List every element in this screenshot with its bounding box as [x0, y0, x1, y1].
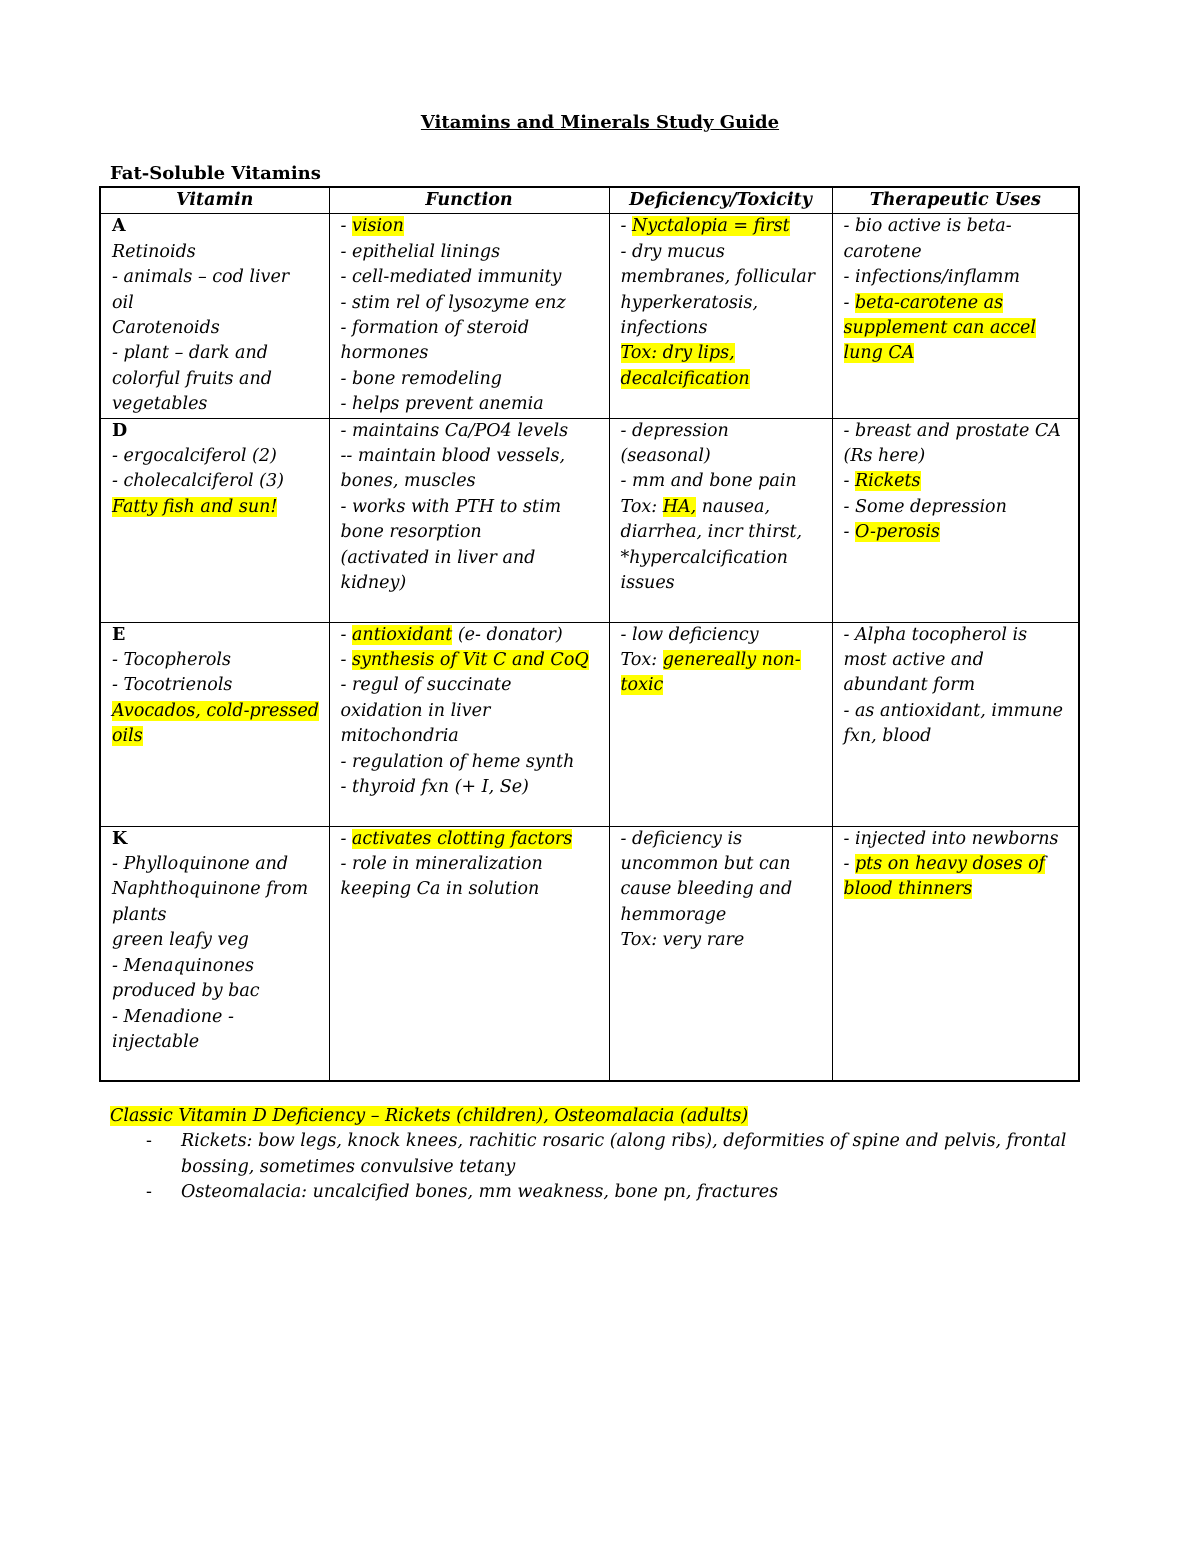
cell-line: plants	[112, 904, 167, 925]
highlighted-text: vision	[351, 216, 404, 237]
vitamin-k-deficiency	[609, 826, 832, 1081]
cell-line: - bone remodeling	[340, 368, 502, 389]
bullet-text: Osteomalacia: uncalcified bones, mm weakness, bone pn, fractures	[181, 1182, 779, 1203]
highlighted-text: antioxidant	[351, 624, 453, 645]
cell-line: - Menadione -	[112, 1006, 234, 1027]
cell-line: - dry mucus	[620, 241, 725, 262]
cell-line	[341, 827, 601, 852]
cell-line: - epithelial linings	[340, 241, 501, 262]
highlighted-text: Fatty fish and sun!	[112, 496, 278, 517]
cell-line: Carotenoids	[112, 318, 220, 339]
cell-line: - infections/inflamm	[843, 267, 1020, 288]
highlighted-text: O-perosis	[854, 522, 940, 543]
vitamin-e-cell	[100, 622, 329, 826]
vitamin-a-therapeutic	[832, 214, 1079, 418]
line-suffix: nausea,	[696, 496, 771, 517]
highlighted-text: lung CA	[843, 343, 915, 364]
cell-line	[844, 877, 1071, 902]
vitamin-letter: K	[112, 828, 128, 849]
cell-line: colorful fruits and	[112, 368, 272, 389]
highlighted-text: synthesis of Vit C and CoQ	[351, 650, 589, 671]
cell-line: most active and	[843, 650, 984, 671]
vitamin-d-function	[329, 418, 609, 622]
cell-line: Retinoids	[112, 241, 196, 262]
list-item	[110, 1129, 1090, 1180]
highlighted-text: supplement can accel	[843, 318, 1036, 339]
bullet-dash: -	[146, 1182, 152, 1203]
vitamin-k-therapeutic	[832, 826, 1079, 1081]
highlighted-text: oils	[112, 726, 143, 747]
vitamin-e-therapeutic	[832, 622, 1079, 826]
cell-line: - regul of succinate	[340, 675, 512, 696]
table-row	[100, 622, 1079, 826]
highlighted-text: blood thinners	[843, 879, 973, 900]
cell-line: mitochondria	[340, 726, 459, 747]
cell-line: - Menaquinones	[112, 955, 254, 976]
highlighted-text: HA,	[662, 496, 697, 517]
header-therapeutic-uses: Therapeutic Uses	[832, 187, 1079, 214]
cell-line: -- maintain blood vessels,	[340, 446, 566, 467]
cell-line: - animals – cod liver	[112, 267, 290, 288]
vitamin-e-function	[329, 622, 609, 826]
cell-line	[844, 341, 1071, 366]
line-prefix: -	[340, 624, 352, 645]
cell-line	[341, 648, 601, 673]
cell-line: - regulation of heme synth	[340, 751, 575, 772]
cell-line	[621, 341, 824, 366]
highlighted-text: activates clotting factors	[351, 828, 573, 849]
table-row	[100, 214, 1079, 418]
highlighted-text: Avocados, cold-pressed	[112, 700, 319, 721]
cell-line: keeping Ca in solution	[340, 879, 540, 900]
cell-line: - Tocotrienols	[112, 675, 233, 696]
vitamin-a-cell	[100, 214, 329, 418]
cell-line: - plant – dark and	[112, 343, 268, 364]
highlighted-text: Tox: dry lips,	[620, 343, 735, 364]
highlighted-text: Rickets	[854, 471, 921, 492]
cell-line: oil	[112, 292, 134, 313]
cell-line: bone resorption	[340, 522, 482, 543]
cell-line: *hypercalcification	[620, 547, 788, 568]
highlighted-text: pts on heavy doses of	[854, 854, 1046, 875]
section-heading: Fat-Soluble Vitamins	[110, 163, 321, 184]
list-item	[110, 1180, 1090, 1205]
cell-line: fxn, blood	[843, 726, 932, 747]
cell-line: injectable	[112, 1031, 200, 1052]
line-prefix: Tox:	[620, 496, 663, 517]
line-prefix: -	[843, 522, 855, 543]
cell-line	[341, 214, 601, 239]
cell-line: (seasonal)	[620, 446, 711, 467]
cell-line	[112, 495, 321, 520]
line-prefix: -	[843, 292, 855, 313]
cell-line: - thyroid fxn (+ I, Se)	[340, 777, 529, 798]
highlighted-text: genereally non-	[662, 650, 801, 671]
cell-line: - low deficiency	[620, 624, 759, 645]
cell-line: issues	[620, 573, 675, 594]
highlighted-text: decalcification	[620, 368, 750, 389]
cell-line: - cholecalciferol (3)	[112, 471, 284, 492]
highlighted-text: beta-carotene as	[854, 292, 1004, 313]
cell-line	[844, 291, 1071, 316]
vitamin-d-therapeutic	[832, 418, 1079, 622]
cell-line: - Alpha tocopherol is	[843, 624, 1028, 645]
cell-line: - Some depression	[843, 496, 1007, 517]
cell-line: - maintains Ca/PO4 levels	[340, 420, 569, 441]
cell-line	[341, 623, 601, 648]
cell-line: - deficiency is	[620, 828, 743, 849]
bullet-text: Rickets: bow legs, knock knees, rachitic rosaric (along ribs), deformities of spine and pelvis, frontal bossing, sometimes convulsive tetany	[181, 1131, 1067, 1177]
cell-line: oxidation in liver	[340, 700, 491, 721]
cell-line: - Phylloquinone and	[112, 854, 289, 875]
vitamin-letter: A	[112, 216, 126, 237]
header-function: Function	[329, 187, 609, 214]
bullet-dash: -	[146, 1131, 152, 1152]
page-title: Vitamins and Minerals Study Guide	[420, 112, 780, 133]
cell-line	[621, 214, 824, 239]
cell-line	[844, 520, 1071, 545]
cell-line: - mm and bone pain	[620, 471, 797, 492]
line-prefix: -	[620, 216, 632, 237]
line-prefix: -	[843, 471, 855, 492]
cell-line	[844, 852, 1071, 877]
cell-line: - cell-mediated immunity	[340, 267, 562, 288]
header-vitamin: Vitamin	[100, 187, 329, 214]
note-heading	[110, 1104, 1090, 1129]
cell-line	[112, 724, 321, 749]
vitamin-letter: E	[112, 624, 126, 645]
cell-line: vegetables	[112, 394, 208, 415]
vitamin-d-cell	[100, 418, 329, 622]
cell-line: hemmorage	[620, 904, 727, 925]
vitamin-d-deficiency	[609, 418, 832, 622]
vitamin-a-function	[329, 214, 609, 418]
highlighted-text: toxic	[620, 675, 664, 696]
highlighted-text: Nyctalopia = first	[631, 216, 790, 237]
cell-line: Tox: very rare	[620, 930, 745, 951]
header-deficiency-toxicity: Deficiency/Toxicity	[609, 187, 832, 214]
cell-line: - formation of steroid	[340, 318, 530, 339]
vitamins-table	[99, 186, 1080, 1082]
vitamin-letter: D	[112, 420, 128, 441]
line-prefix: Tox:	[620, 650, 663, 671]
cell-line: hormones	[340, 343, 429, 364]
cell-line: hyperkeratosis,	[620, 292, 759, 313]
cell-line	[844, 469, 1071, 494]
table-header-row	[100, 187, 1079, 214]
cell-line: - stim rel of lysozyme enz	[340, 292, 566, 313]
cell-line: membranes, follicular	[620, 267, 816, 288]
cell-line: uncommon but can	[620, 854, 791, 875]
cell-line: - depression	[620, 420, 729, 441]
cell-line	[844, 316, 1071, 341]
cell-line: - injected into newborns	[843, 828, 1059, 849]
line-suffix: (e- donator)	[452, 624, 563, 645]
vitamin-e-deficiency	[609, 622, 832, 826]
cell-line: infections	[620, 318, 708, 339]
cell-line	[621, 673, 824, 698]
line-prefix: -	[340, 650, 352, 671]
cell-line: bones, muscles	[340, 471, 476, 492]
vitamin-k-function	[329, 826, 609, 1081]
vitamin-a-deficiency	[609, 214, 832, 418]
line-prefix: -	[843, 854, 855, 875]
vitamin-k-cell	[100, 826, 329, 1081]
cell-line	[112, 699, 321, 724]
cell-line: cause bleeding and	[620, 879, 793, 900]
cell-line: abundant form	[843, 675, 976, 696]
cell-line: - ergocalciferol (2)	[112, 446, 277, 467]
cell-line	[621, 648, 824, 673]
cell-line: - works with PTH to stim	[340, 496, 562, 517]
table-row	[100, 418, 1079, 622]
cell-line: Naphthoquinone from	[112, 879, 309, 900]
cell-line: - breast and prostate CA	[843, 420, 1061, 441]
cell-line	[621, 367, 824, 392]
cell-line: - bio active is beta-	[843, 216, 1012, 237]
cell-line: diarrhea, incr thirst,	[620, 522, 803, 543]
cell-line: kidney)	[340, 573, 407, 594]
vitamin-d-deficiency-note	[110, 1104, 1090, 1206]
cell-line: (activated in liver and	[340, 547, 536, 568]
cell-line	[621, 495, 824, 520]
line-prefix: -	[340, 216, 352, 237]
cell-line: produced by bac	[112, 981, 260, 1002]
cell-line: - Tocopherols	[112, 650, 231, 671]
cell-line: green leafy veg	[112, 930, 249, 951]
cell-line: carotene	[843, 241, 922, 262]
cell-line: (Rs here)	[843, 446, 926, 467]
highlighted-text: Classic Vitamin D Deficiency – Rickets (children), Osteomalacia (adults)	[110, 1106, 749, 1126]
cell-line: - role in mineralization	[340, 854, 543, 875]
cell-line: - as antioxidant, immune	[843, 700, 1064, 721]
cell-line: - helps prevent anemia	[340, 394, 544, 415]
table-row	[100, 826, 1079, 1081]
line-prefix: -	[340, 828, 352, 849]
note-bullet-list	[110, 1129, 1090, 1205]
